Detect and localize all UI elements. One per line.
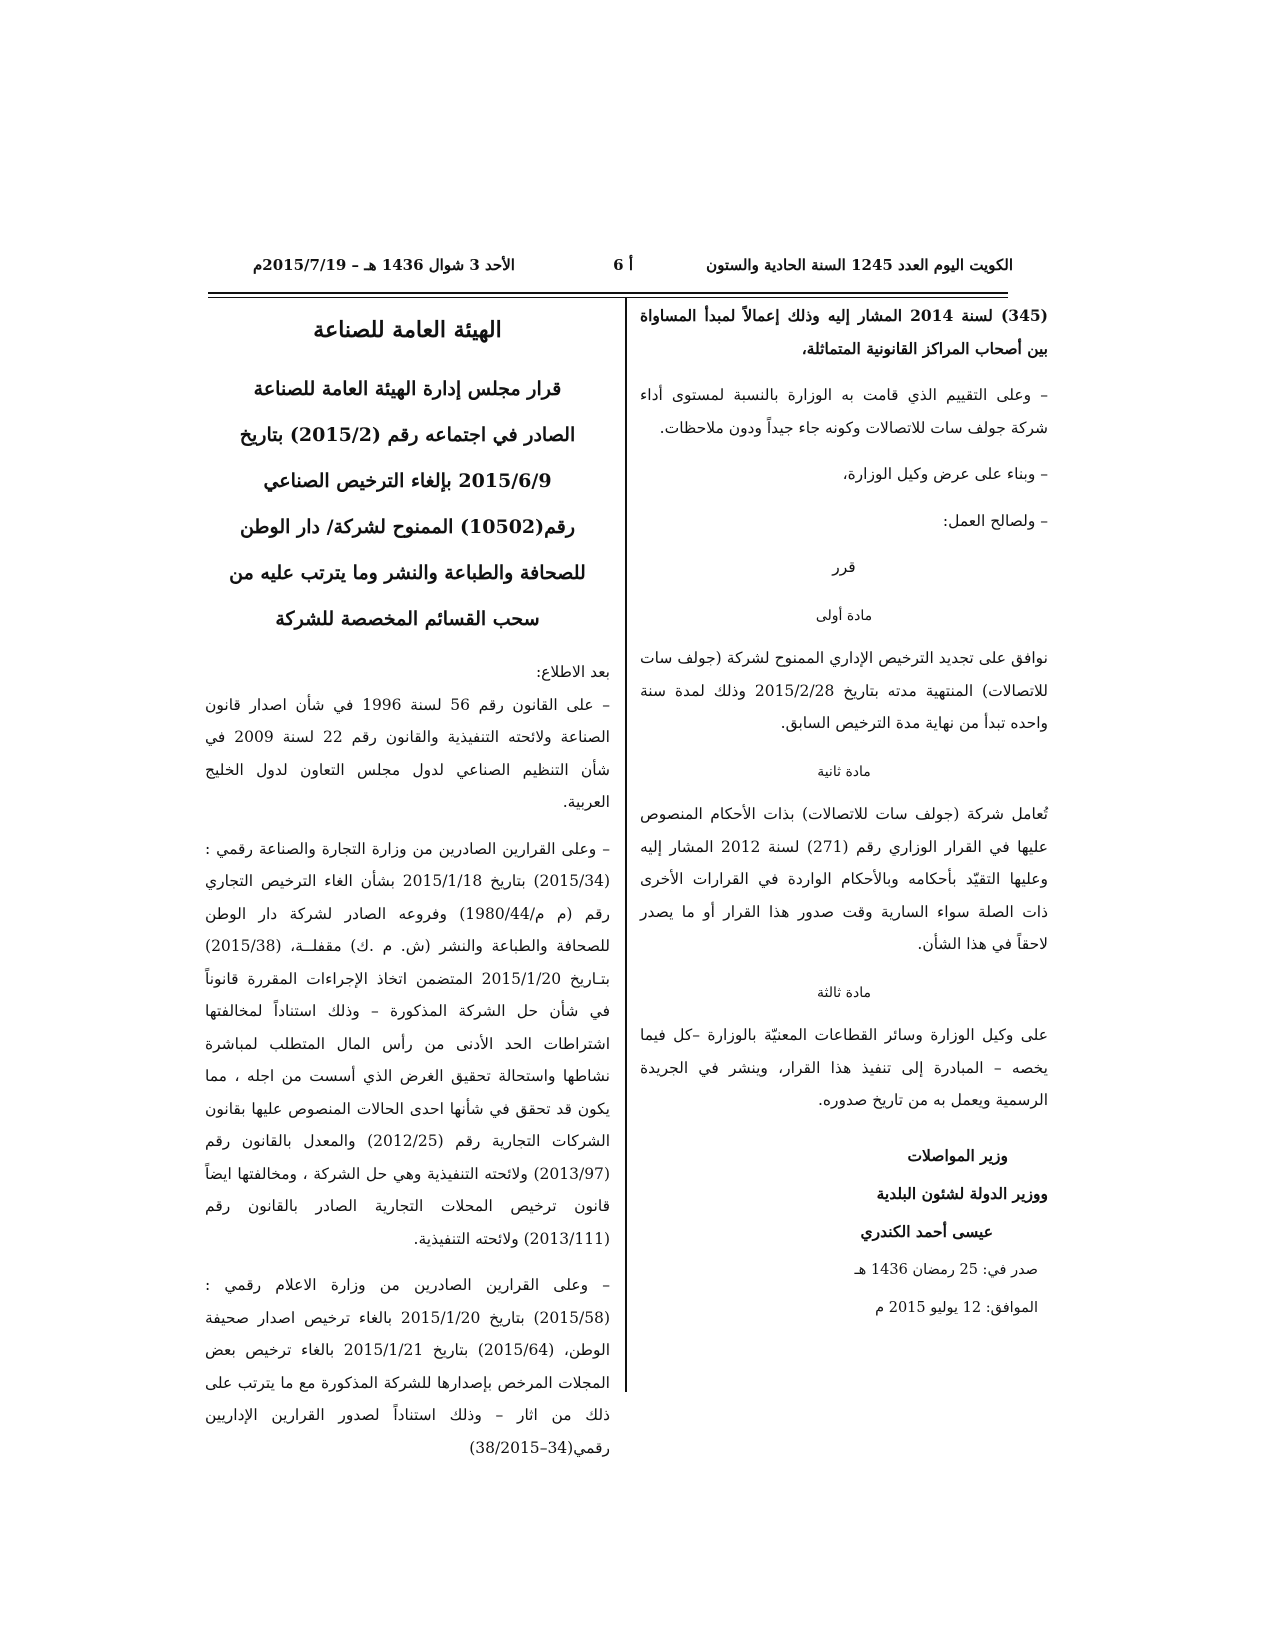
column-divider [625,297,627,1392]
commerce-decisions-paragraph: – وعلى القرارين الصادرين من وزارة التجارة والصناعة رقمي : (2015/34) بتاريخ 2015/1/18 بشأن الغاء الترخيص التجاري رقم (م م/1980/44) وفروعه الصادر لشركة دار الوطن للصحافة والطباعة والنشر (ش. م .ك) مقفلــة، (2015/38) بتـاريخ 2015/1/20 المتضمن اتخاذ الإجراءات المقررة قانوناً في شأن حل الشركة المذكورة – وذلك استناداً لمخالفتها اشتراطات الحد الأدنى من رأس المال المتطلب لمباشرة نشاطها واستحالة تحقيق الغرض الذي أسست من اجله ، مما يكون قد تحقق في شأنها احدى الحالات المنصوص عليها بقانون الشركات التجارية رقم (2012/25) والمعدل بالقانون رقم (2013/97) ولائحته التنفيذية وهي حل الشركة ، ومخالفتها ايضاً قانون ترخيص المحلات التجارية الصادر بالقانون رقم (2013/111) ولائحته التنفيذية. [205,839,611,1248]
header-rule-thick [208,292,1008,294]
continuation-paragraph: (345) لسنة 2014 المشار إليه وذلك إعمالاً لمبدأ المساواة بين أصحاب المراكز القانونية المتماثلة، [640,306,1048,358]
signatory-name: عيسى أحمد الكندري [860,1221,993,1241]
decision-title: قرار مجلس إدارة الهيئة العامة للصناعة [253,378,562,400]
page-header [253,256,1013,282]
media-decisions-paragraph: – وعلى القرارين الصادرين من وزارة الاعلام رقمي : (2015/58) بتاريخ 2015/1/20 بالغاء ترخيص اصدار صحيفة الوطن، (2015/64) بتاريخ 2015/1/21 بالغاء ترخيص بعض المجلات المرخص بإصدارها للشركة المذكورة مع ما يترتب على ذلك من اثار – وذلك استناداً لصدور القرارين الإداريين رقمي(34–38/2015) [205,1276,610,1457]
article-2-title: مادة ثانية [817,763,871,780]
header-date: الأحد 3 شوال 1436 هـ – 2015/7/19م [253,256,515,274]
after-review-label: بعد الاطلاع: [535,663,610,681]
law-paragraph: – على القانون رقم 56 لسنة 1996 في شأن اصدار قانون الصناعة ولائحته التنفيذية والقانون رقم 22 لسنة 2009 في شأن التنظيم الصناعي لدول مجلس التعاون لدول الخليج العربية. [205,695,610,811]
article-3-title: مادة ثالثة [817,984,871,1001]
interest-paragraph: – ولصالح العمل: [942,511,1048,530]
article-1-body: نوافق على تجديد الترخيص الإداري الممنوح لشركة (جولف سات للاتصالات) المنتهية مدته بتاريخ 2015/2/28 وذلك لمدة سنة واحده تبدأ من نهاية مدة الترخيص السابق. [640,649,1048,732]
authority-heading: الهيئة العامة للصناعة [313,317,502,343]
header-rule-thin [208,297,1008,298]
header-page-number: أ 6 [613,256,633,274]
signatory-title-1: وزير المواصلات [907,1145,1008,1165]
article-3-body: على وكيل الوزارة وسائر القطاعات المعنيّة بالوزارة –كل فيما يخصه – المبادرة إلى تنفيذ هذا القرار، وينشر في الجريدة الرسمية ويعمل به من تاريخ صدوره. [640,1026,1048,1109]
article-2-body: تُعامل شركة (جولف سات للاتصالات) بذات الأحكام المنصوص عليها في القرار الوزاري رقم (271) لسنة 2012 المشار إليه وعليها التقيّد بأحكامه وبالأحكام الواردة في القرارات الأخرى ذات الصلة سواء السارية وقت صدور هذا القرار أو ما يصدر لاحقاً في هذا الشأن. [640,805,1048,953]
proposal-paragraph: – وبناء على عرض وكيل الوزارة، [842,465,1048,483]
decides-heading: قرر [832,558,856,576]
issued-date: صدر في: 25 رمضان 1436 هـ [854,1261,1038,1278]
header-publication: الكويت اليوم العدد 1245 السنة الحادية والستون [706,256,1013,274]
left-column [205,300,610,1464]
signatory-title-2: ووزير الدولة لشئون البلدية [876,1183,1048,1203]
corresponding-date: الموافق: 12 يوليو 2015 م [875,1299,1038,1316]
evaluation-paragraph: – وعلى التقييم الذي قامت به الوزارة بالنسبة لمستوى أداء شركة جولف سات للاتصالات وكونه جاء جيداً ودون ملاحظات. [640,386,1048,437]
decision-subtitle: الصادر في اجتماعه رقم (2015/2) بتاريخ 2015/6/9 بإلغاء الترخيص الصناعي رقم(10502) الممنوح لشركة/ دار الوطن للصحافة والطباعة والنشر وما يترتب عليه من سحب القسائم المخصصة للشركة [229,424,586,630]
article-1-title: مادة أولى [815,607,873,624]
right-column [640,300,1048,1327]
